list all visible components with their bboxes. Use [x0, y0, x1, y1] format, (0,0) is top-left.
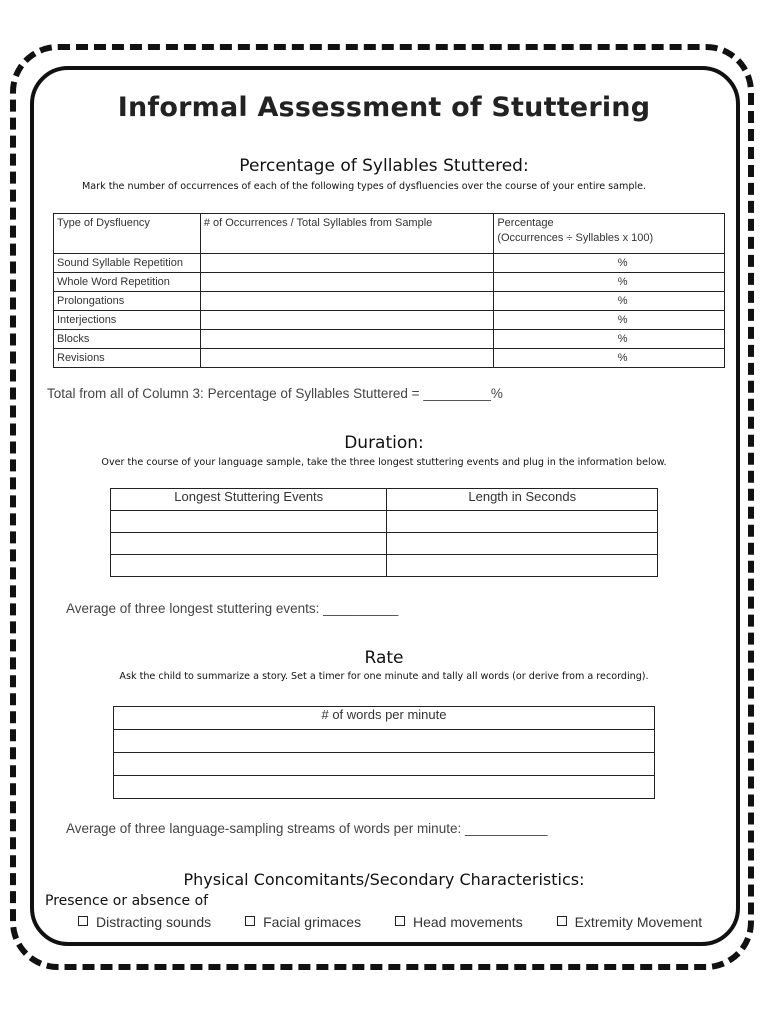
event-cell[interactable]: [111, 555, 387, 577]
column-header: Length in Seconds: [387, 489, 658, 511]
table-row: [54, 292, 725, 311]
percentage-cell[interactable]: %: [494, 254, 725, 273]
dysfluency-type: Prolongations: [54, 292, 201, 311]
table-row: [54, 311, 725, 330]
column-header-percentage: Percentage: [497, 217, 554, 229]
checkbox-icon[interactable]: [557, 916, 567, 926]
words-per-minute-cell[interactable]: [114, 730, 655, 753]
rate-average-line: Average of three language-sampling streams of words per minute: ___________: [66, 821, 548, 836]
checkbox-icon[interactable]: [245, 916, 255, 926]
percentage-cell[interactable]: %: [494, 311, 725, 330]
table-header-row: [54, 214, 725, 254]
option-head-movements[interactable]: Head movements: [395, 914, 523, 930]
physical-subheading: Presence or absence of: [45, 893, 209, 909]
column-header: # of Occurrences / Total Syllables from Sample: [200, 214, 494, 254]
option-extremity-movement[interactable]: Extremity Movement: [557, 914, 703, 930]
table-row: [114, 776, 655, 799]
dysfluency-type: Sound Syllable Repetition: [54, 254, 201, 273]
table-header-row: [111, 489, 658, 511]
table-row: [54, 273, 725, 292]
occurrences-cell[interactable]: [200, 349, 494, 368]
table-row: [114, 753, 655, 776]
dysfluency-type: Revisions: [54, 349, 201, 368]
table-row: [111, 533, 658, 555]
duration-instructions: Over the course of your language sample, take the three longest stuttering events and plug in the information below.: [101, 457, 667, 468]
occurrences-cell[interactable]: [200, 292, 494, 311]
table-header-row: [114, 707, 655, 730]
checkbox-icon[interactable]: [395, 916, 405, 926]
page-title: Informal Assessment of Stuttering: [117, 92, 651, 123]
physical-heading: Physical Concomitants/Secondary Characteristics:: [183, 870, 585, 889]
table-row: [111, 511, 658, 533]
seconds-cell[interactable]: [387, 555, 658, 577]
percentage-cell[interactable]: %: [494, 273, 725, 292]
duration-heading: Duration:: [344, 433, 424, 453]
rate-heading: Rate: [364, 648, 404, 668]
option-distracting-sounds[interactable]: Distracting sounds: [78, 914, 211, 930]
duration-table: [110, 488, 658, 577]
option-facial-grimaces[interactable]: Facial grimaces: [245, 914, 361, 930]
checkbox-icon[interactable]: [78, 916, 88, 926]
dysfluency-type: Blocks: [54, 330, 201, 349]
event-cell[interactable]: [111, 511, 387, 533]
percentage-cell[interactable]: %: [494, 292, 725, 311]
pss-total-line: Total from all of Column 3: Percentage of Syllables Stuttered = _________%: [47, 386, 503, 401]
column-header: # of words per minute: [114, 707, 655, 730]
occurrences-cell[interactable]: [200, 311, 494, 330]
dysfluency-type: Interjections: [54, 311, 201, 330]
table-row: [54, 330, 725, 349]
words-per-minute-cell[interactable]: [114, 753, 655, 776]
column-header-formula: (Occurrences ÷ Syllables x 100): [497, 232, 654, 244]
percentage-cell[interactable]: %: [494, 349, 725, 368]
column-header: Longest Stuttering Events: [111, 489, 387, 511]
rate-table: [113, 706, 655, 799]
table-row: [111, 555, 658, 577]
event-cell[interactable]: [111, 533, 387, 555]
occurrences-cell[interactable]: [200, 330, 494, 349]
duration-average-line: Average of three longest stuttering events: __________: [66, 601, 399, 616]
dysfluency-table: [53, 213, 725, 368]
percentage-cell[interactable]: %: [494, 330, 725, 349]
column-header: Type of Dysfluency: [54, 214, 201, 254]
occurrences-cell[interactable]: [200, 254, 494, 273]
pss-heading: Percentage of Syllables Stuttered:: [239, 156, 529, 176]
pss-instructions: Mark the number of occurrences of each of the following types of dysfluencies over the course of your entire sample.: [82, 181, 647, 192]
dysfluency-type: Whole Word Repetition: [54, 273, 201, 292]
words-per-minute-cell[interactable]: [114, 776, 655, 799]
occurrences-cell[interactable]: [200, 273, 494, 292]
column-header: [494, 214, 725, 254]
table-row: [114, 730, 655, 753]
seconds-cell[interactable]: [387, 533, 658, 555]
table-row: [54, 254, 725, 273]
characteristics-options: [78, 914, 702, 930]
seconds-cell[interactable]: [387, 511, 658, 533]
rate-instructions: Ask the child to summarize a story. Set a timer for one minute and tally all words (or derive from a recording).: [119, 671, 649, 682]
table-row: [54, 349, 725, 368]
